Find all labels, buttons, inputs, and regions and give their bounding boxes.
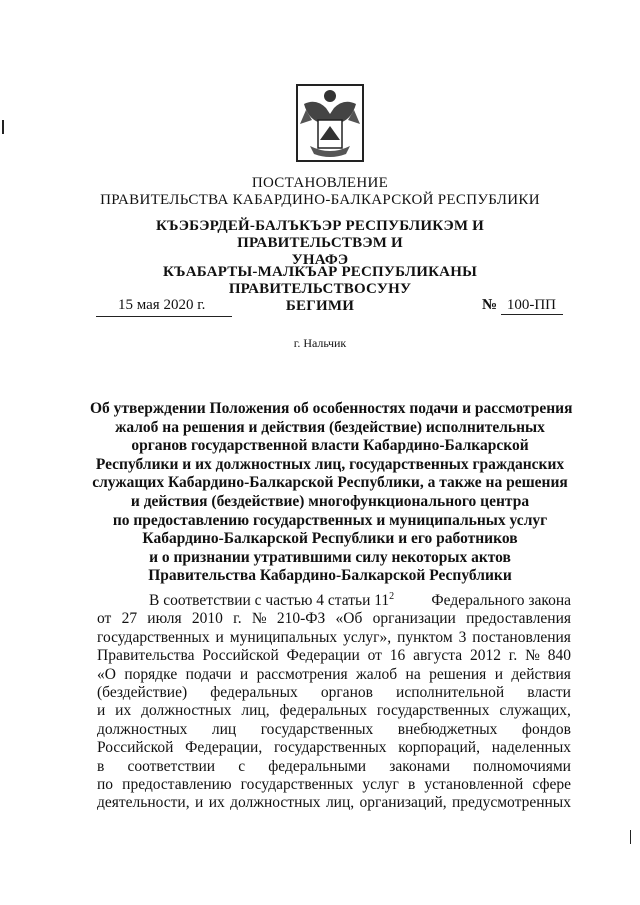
- header-kabardian: [80, 218, 560, 269]
- body-line: и их должностных лиц, федеральных государственных служащих,: [97, 702, 571, 720]
- title-line: по предоставлению государственных и муниципальных услуг: [112, 511, 548, 529]
- superscript: 2: [389, 590, 395, 602]
- document-date: 15 мая 2020 г.: [96, 297, 232, 317]
- kabardian-line-1: КЪЭБЭРДЕЙ-БАЛЪКЪЭР РЕСПУБЛИКЭМ И ПРАВИТЕЛЬСТВЭМ И: [155, 218, 485, 251]
- title-line: служащих Кабардино-Балкарской Республики, а также на решения: [92, 474, 568, 492]
- header-line-2: ПРАВИТЕЛЬСТВА КАБАРДИНО-БАЛКАРСКОЙ РЕСПУБЛИКИ: [100, 192, 540, 208]
- kabardian-line-2: УНАФЭ: [291, 252, 349, 268]
- body-line: государственных и муниципальных услуг», пунктом 3 постановления: [97, 628, 571, 646]
- body-line: должностных лиц государственных внебюджетных фондов: [97, 720, 571, 738]
- title-line: Кабардино-Балкарской Республики и его работников: [142, 530, 518, 548]
- body-line-1-end: Федерального закона: [431, 592, 571, 609]
- title-line: и о признании утратившими силу некоторых актов: [149, 548, 511, 566]
- body-line: по предоставлению государственных услуг в установленной сфере: [97, 776, 571, 794]
- body-line: от 27 июля 2010 г. № 210-ФЗ «Об организации предоставления: [97, 610, 571, 628]
- document-number: [482, 297, 563, 315]
- body-line: (бездействие) федеральных органов исполнительной власти: [97, 684, 571, 702]
- scan-mark: [630, 830, 631, 844]
- title-line: Правительства Кабардино-Балкарской Республики: [148, 567, 512, 585]
- body-line: деятельности, и их должностных лиц, организаций, предусмотренных: [97, 794, 571, 812]
- title-line: жалоб на решения и действия (бездействие) исполнительных: [115, 418, 545, 436]
- title-line: и действия (бездействие) многофункционального центра: [130, 492, 530, 510]
- scan-mark: [2, 120, 4, 134]
- number-value: 100-ПП: [501, 297, 563, 315]
- number-label: №: [482, 297, 498, 313]
- header-line-1: ПОСТАНОВЛЕНИЕ: [251, 175, 389, 191]
- document-city: г. Нальчик: [293, 336, 347, 350]
- header-title: [80, 175, 560, 209]
- document-title: [90, 400, 573, 586]
- body-line: в соответствии с федеральными законами полномочиями: [97, 757, 571, 775]
- body-line: Правительства Российской Федерации от 16 августа 2012 г. № 840: [97, 647, 571, 665]
- coat-of-arms-emblem: [296, 84, 364, 162]
- title-line: Республики и их должностных лиц, государственных гражданских: [95, 455, 565, 473]
- body-line-1-start: В соответствии с частью 4 статьи $11^2$: [149, 590, 395, 609]
- body-line: Российской Федерации, государственных корпораций, наделенных: [97, 739, 571, 757]
- title-line: Об утверждении Положения об особенностях подачи и рассмотрения: [90, 400, 573, 417]
- karachay-line-1: КЪАБАРТЫ-МАЛКЪАР РЕСПУБЛИКАНЫ ПРАВИТЕЛЬСТВОСУНУ: [162, 264, 478, 297]
- document-body: [97, 592, 571, 813]
- karachay-line-2: БЕГИМИ: [285, 298, 355, 314]
- body-line: «О порядке подачи и рассмотрения жалоб на решения и действия: [97, 665, 571, 683]
- body-line: [97, 592, 571, 610]
- title-line: органов государственной власти Кабардино-Балкарской: [131, 437, 529, 455]
